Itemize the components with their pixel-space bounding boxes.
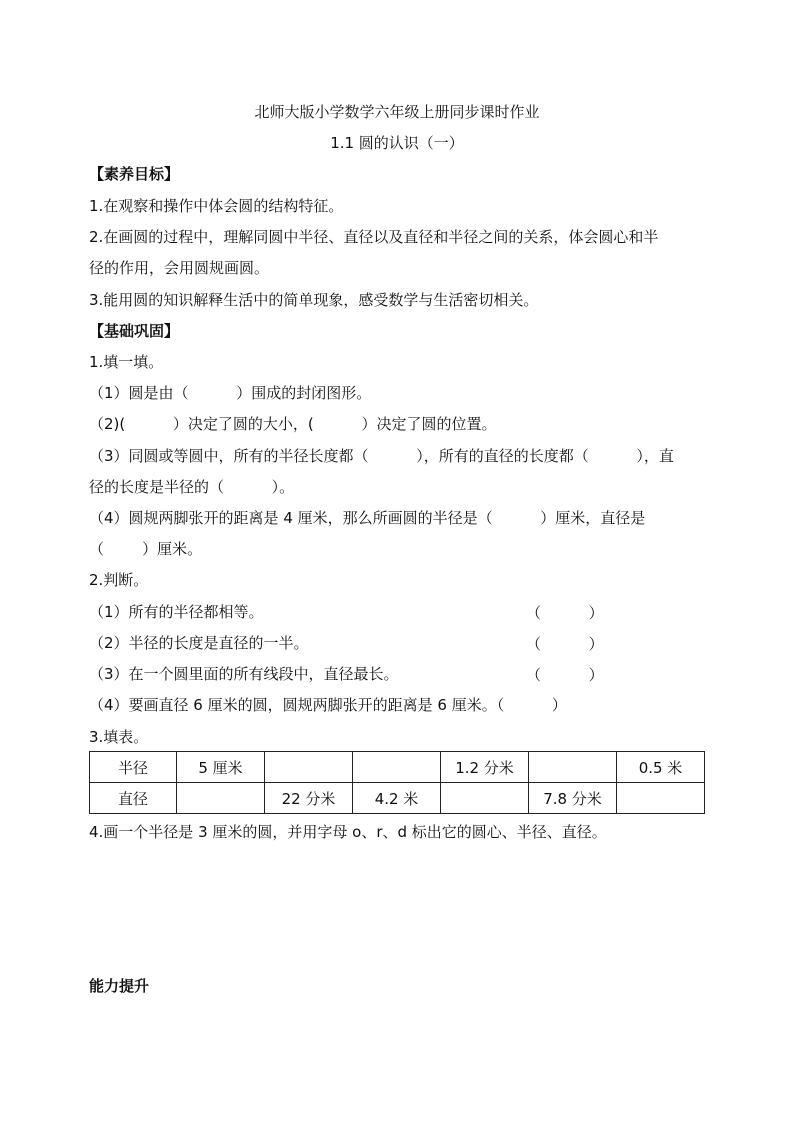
page-subtitle: 1.1 圆的认识（一） xyxy=(330,134,464,152)
q1-title: 1.填一填。 xyxy=(89,353,164,371)
q2-item: （3）在一个圆里面的所有线段中，直径最长。 xyxy=(89,665,399,683)
table-row xyxy=(90,783,705,814)
goals-heading: 【素养目标】 xyxy=(89,165,180,183)
table-cell xyxy=(441,783,529,814)
q1-line: 径的长度是半径的（ ）。 xyxy=(89,478,295,496)
table-cell xyxy=(529,752,617,783)
table-cell xyxy=(353,752,441,783)
table-cell: 半径 xyxy=(90,752,177,783)
ability-heading: 能力提升 xyxy=(89,977,150,995)
table-cell: 直径 xyxy=(90,783,177,814)
goal-item: 1.在观察和操作中体会圆的结构特征。 xyxy=(89,197,344,215)
q1-line: （4）圆规两脚张开的距离是 4 厘米，那么所画圆的半径是（ ）厘米，直径是 xyxy=(89,509,646,527)
table-cell xyxy=(177,783,265,814)
q2-item: （2）半径的长度是直径的一半。 xyxy=(89,634,309,652)
basic-heading: 【基础巩固】 xyxy=(89,322,180,340)
q1-line: （2)( ）决定了圆的大小，( ）决定了圆的位置。 xyxy=(89,415,497,433)
answer-paren: （ ） xyxy=(526,604,604,622)
q3-title: 3.填表。 xyxy=(89,728,149,746)
goal-item: 径的作用，会用圆规画圆。 xyxy=(89,259,270,277)
table-cell: 7.8 分米 xyxy=(529,783,617,814)
q2-item: （4）要画直径 6 厘米的圆，圆规两脚张开的距离是 6 厘米。（ ） xyxy=(89,696,567,714)
goal-item: 3.能用圆的知识解释生活中的简单现象，感受数学与生活密切相关。 xyxy=(89,291,539,309)
answer-paren: （ ） xyxy=(526,666,604,684)
q2-title: 2.判断。 xyxy=(89,571,149,589)
answer-paren: （ ） xyxy=(526,635,604,653)
table-cell: 5 厘米 xyxy=(177,752,265,783)
table-cell: 0.5 米 xyxy=(617,752,705,783)
table-row xyxy=(90,752,705,783)
goal-item: 2.在画圆的过程中，理解同圆中半径、直径以及直径和半径之间的关系，体会圆心和半 xyxy=(89,228,659,246)
table-cell xyxy=(265,752,353,783)
page-title: 北师大版小学数学六年级上册同步课时作业 xyxy=(254,103,540,121)
q1-line: （3）同圆或等圆中，所有的半径长度都（ ），所有的直径的长度都（ ），直 xyxy=(89,447,674,465)
q2-item: （1）所有的半径都相等。 xyxy=(89,603,264,621)
fill-table xyxy=(89,751,705,814)
q4-title: 4.画一个半径是 3 厘米的圆，并用字母 o、r、d 标出它的圆心、半径、直径。 xyxy=(89,823,607,841)
q1-line: （ ）厘米。 xyxy=(89,540,203,558)
q1-line: （1）圆是由（ ）围成的封闭图形。 xyxy=(89,384,372,402)
table-cell: 1.2 分米 xyxy=(441,752,529,783)
table-cell: 22 分米 xyxy=(265,783,353,814)
table-cell xyxy=(617,783,705,814)
table-cell: 4.2 米 xyxy=(353,783,441,814)
